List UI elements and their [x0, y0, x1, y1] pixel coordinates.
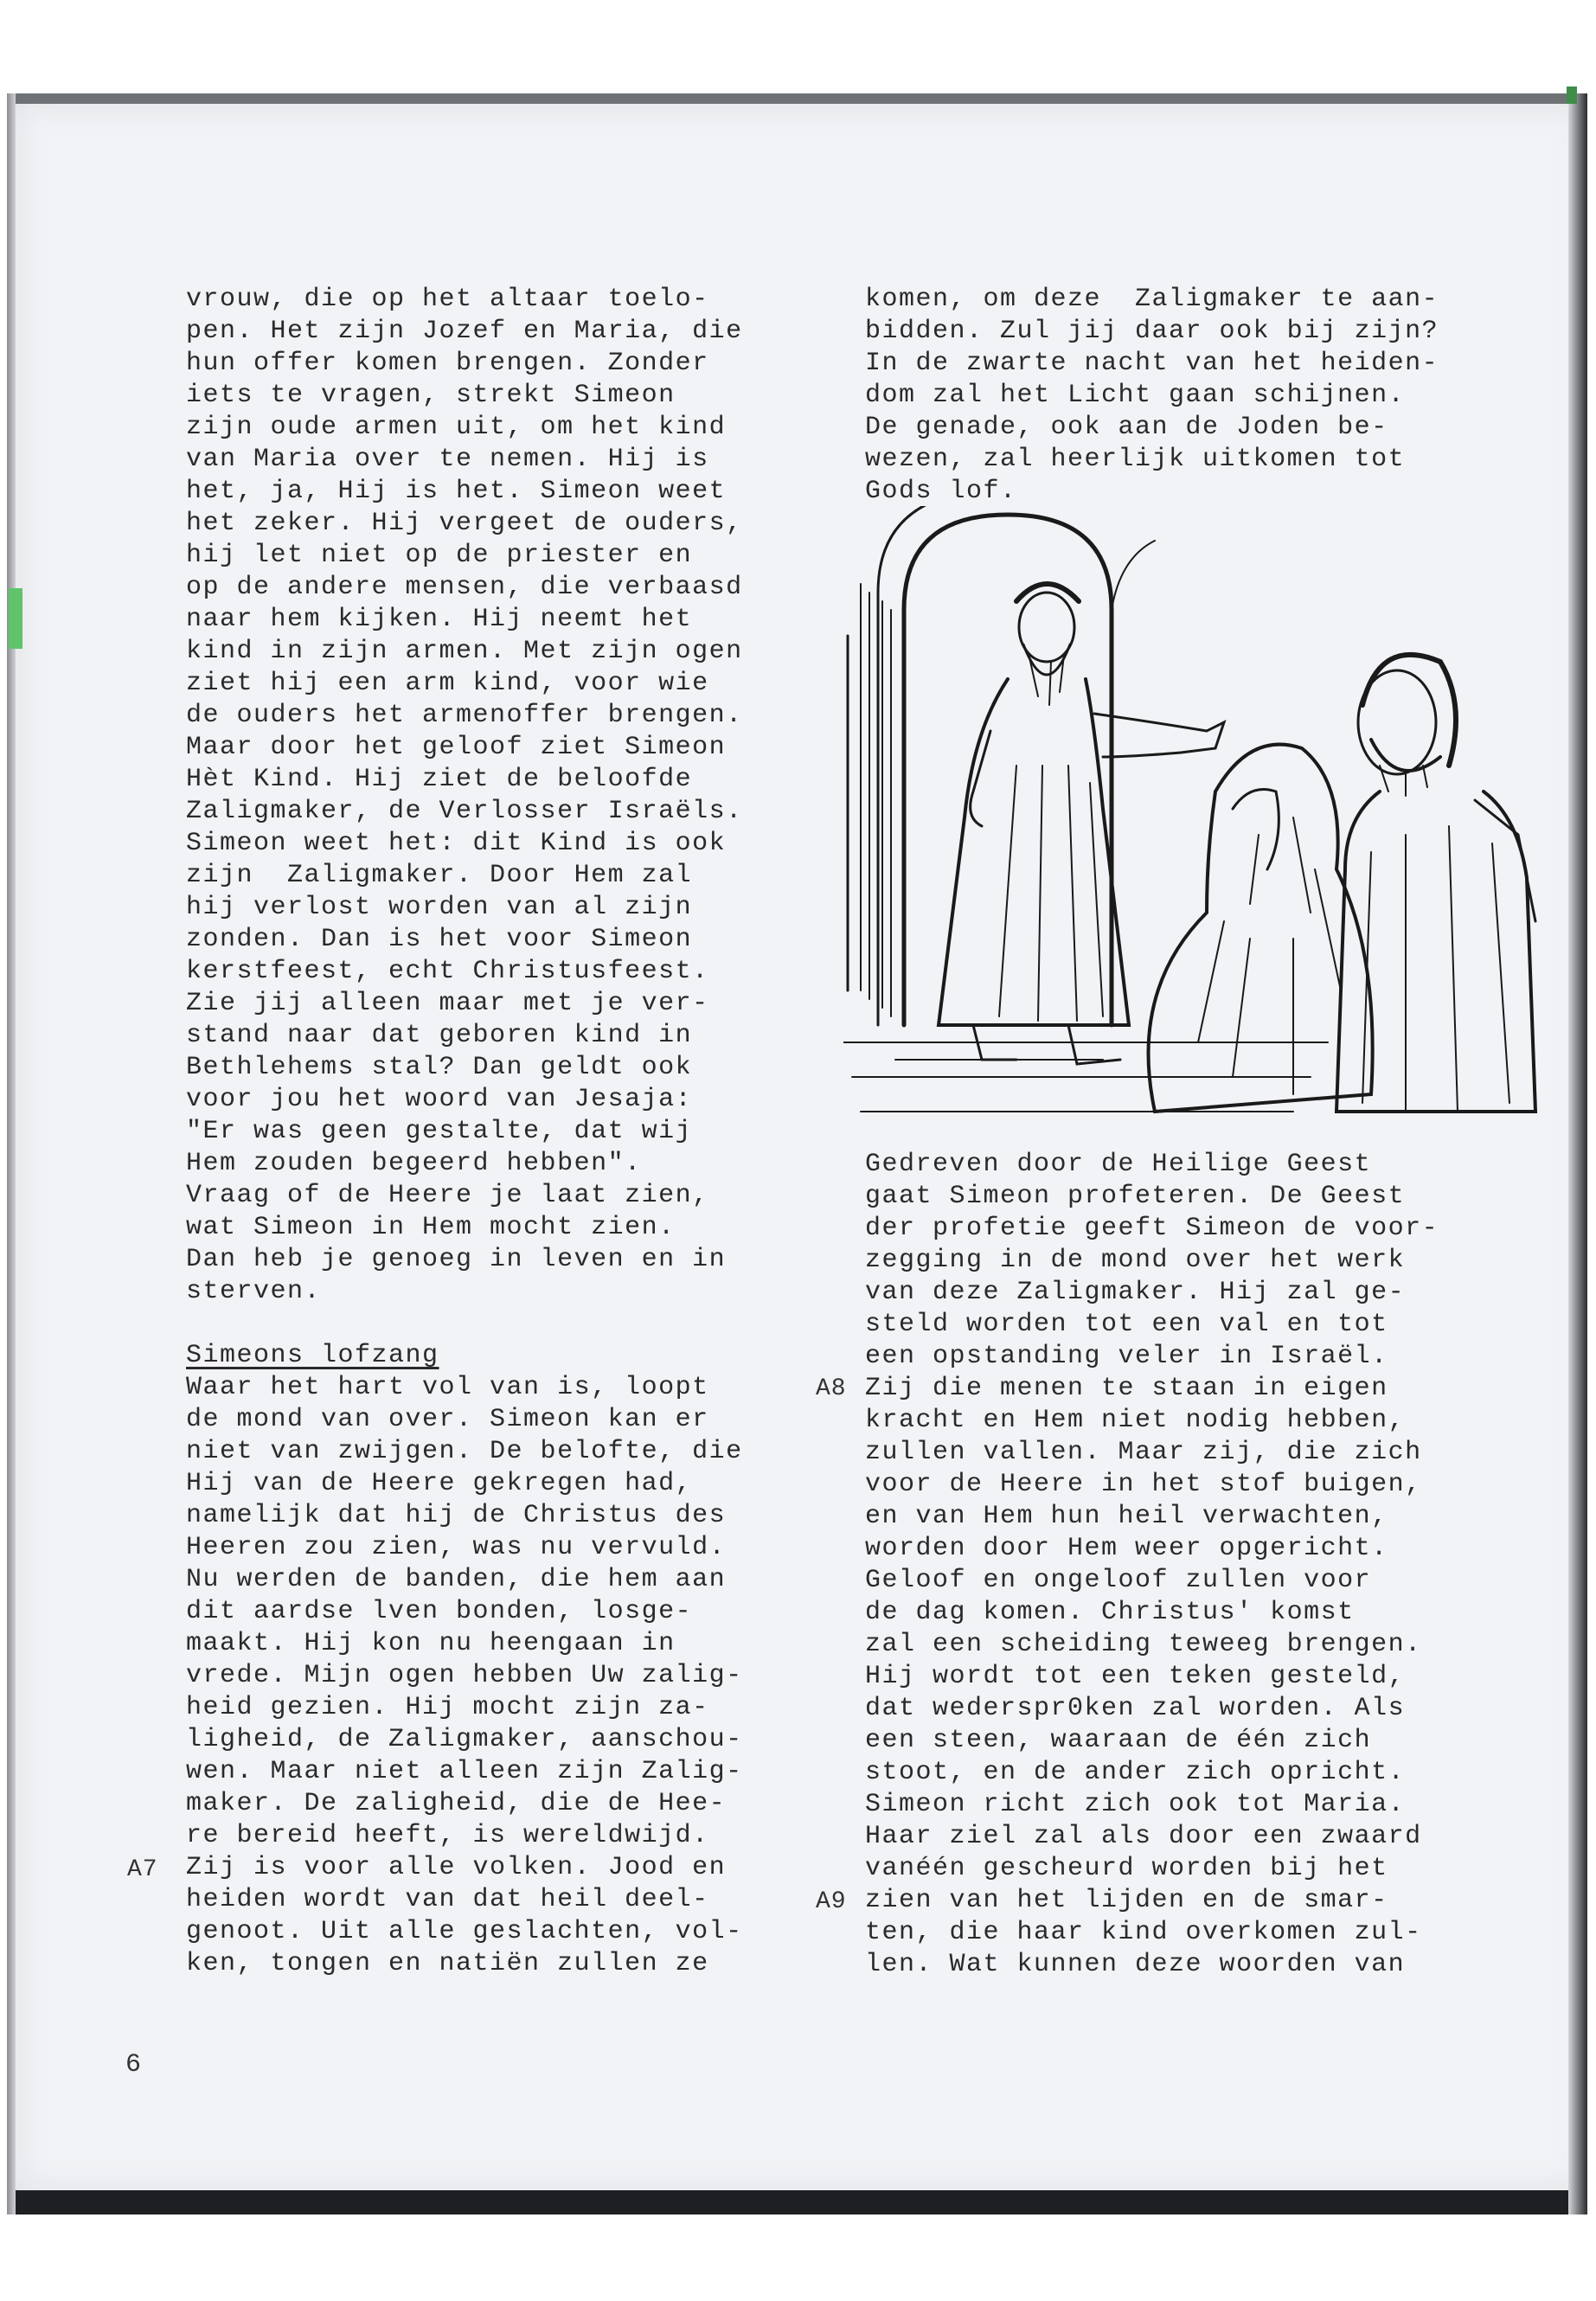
text-line: Hem zouden begeerd hebben". — [186, 1149, 642, 1178]
simeon-temple-illustration — [843, 506, 1553, 1146]
page-edge-right — [1568, 93, 1587, 2214]
text-line: Zij die menen te staan in eigen — [865, 1374, 1388, 1403]
text-line: maker. De zaligheid, die de Hee- — [186, 1789, 727, 1818]
text-line: vrede. Mijn ogen hebben Uw zalig- — [186, 1661, 743, 1690]
right-column-paragraph — [865, 284, 1522, 508]
text-line: zonden. Dan is het voor Simeon — [186, 925, 693, 954]
text-line: ken, tongen en natiën zullen ze — [186, 1949, 709, 1978]
page-number: 6 — [125, 2050, 142, 2080]
text-line: Hèt Kind. Hij ziet de beloofde — [186, 765, 693, 794]
text-line: "Er was geen gestalte, dat wij — [186, 1117, 693, 1146]
text-line: van deze Zaligmaker. Hij zal ge- — [865, 1278, 1406, 1307]
text-line: Dan heb je genoeg in leven en in — [186, 1245, 727, 1274]
text-line: Hij wordt tot een teken gesteld, — [865, 1662, 1406, 1691]
text-line: een steen, waaraan de één zich — [865, 1726, 1372, 1755]
text-line: hun offer komen brengen. Zonder — [186, 349, 709, 378]
text-line: Geloof en ongeloof zullen voor — [865, 1566, 1372, 1595]
text-line: komen, om deze Zaligmaker te aan- — [865, 285, 1439, 314]
text-line: het zeker. Hij vergeet de ouders, — [186, 509, 743, 538]
text-line: dom zal het Licht gaan schijnen. — [865, 381, 1406, 410]
text-line: kerstfeest, echt Christusfeest. — [186, 957, 709, 986]
text-line: hij verlost worden van al zijn — [186, 893, 693, 922]
text-line: vrouw, die op het altaar toelo- — [186, 285, 709, 314]
text-line: steld worden tot een val en tot — [865, 1310, 1388, 1339]
text-line: kind in zijn armen. Met zijn ogen — [186, 637, 743, 666]
text-line: Gedreven door de Heilige Geest — [865, 1150, 1372, 1179]
text-line: worden door Hem weer opgericht. — [865, 1534, 1388, 1563]
text-line: bidden. Zul jij daar ook bij zijn? — [865, 317, 1439, 346]
text-line: de mond van over. Simeon kan er — [186, 1405, 709, 1434]
text-line: re bereid heeft, is wereldwijd. — [186, 1821, 709, 1850]
text-line: stoot, en de ander zich opricht. — [865, 1758, 1406, 1787]
section-heading: Simeons lofzang — [186, 1341, 439, 1370]
text-line: dat wederspr0ken zal worden. Als — [865, 1694, 1406, 1723]
left-column — [186, 284, 843, 1980]
text-line: genoot. Uit alle geslachten, vol- — [186, 1917, 743, 1946]
text-line: niet van zwijgen. De belofte, die — [186, 1437, 743, 1466]
text-line: Vraag of de Heere je laat zien, — [186, 1181, 709, 1210]
margin-marker-a8: A8 — [816, 1375, 847, 1402]
text-line: wen. Maar niet alleen zijn Zalig- — [186, 1757, 743, 1786]
text-line: Bethlehems stal? Dan geldt ook — [186, 1053, 693, 1082]
color-calibration-mark-top — [1567, 87, 1577, 104]
right-column-bottom — [865, 1149, 1522, 1981]
text-line: ziet hij een arm kind, voor wie — [186, 669, 709, 698]
left-column-paragraph — [186, 284, 843, 1308]
text-line: zullen vallen. Maar zij, die zich — [865, 1438, 1422, 1467]
text-line: Zij is voor alle volken. Jood en — [186, 1853, 727, 1882]
text-line: ten, die haar kind overkomen zul- — [865, 1918, 1422, 1947]
text-line: Zie jij alleen maar met je ver- — [186, 989, 709, 1018]
text-line: Maar door het geloof ziet Simeon — [186, 733, 727, 762]
text-line: De genade, ook aan de Joden be- — [865, 413, 1388, 442]
text-line: hij let niet op de priester en — [186, 541, 693, 570]
text-line: Simeon richt zich ook tot Maria. — [865, 1790, 1406, 1819]
text-line: wezen, zal heerlijk uitkomen tot — [865, 445, 1406, 474]
right-column-paragraph-2 — [865, 1149, 1522, 1981]
text-line: zal een scheiding teweeg brengen. — [865, 1630, 1422, 1659]
text-line: sterven. — [186, 1277, 322, 1306]
text-line: iets te vragen, strekt Simeon — [186, 381, 676, 410]
text-line: naar hem kijken. Hij neemt het — [186, 605, 693, 634]
text-line: ligheid, de Zaligmaker, aanschou- — [186, 1725, 743, 1754]
text-line: zien van het lijden en de smar- — [865, 1886, 1388, 1915]
margin-marker-a7: A7 — [127, 1856, 158, 1883]
text-line: zegging in de mond over het werk — [865, 1246, 1406, 1275]
text-line: Haar ziel zal als door een zwaard — [865, 1822, 1422, 1851]
text-line: en van Hem hun heil verwachten, — [865, 1502, 1388, 1531]
text-line: dit aardse lven bonden, losge- — [186, 1597, 693, 1626]
text-line: maakt. Hij kon nu heengaan in — [186, 1629, 676, 1658]
text-line: pen. Het zijn Jozef en Maria, die — [186, 317, 743, 346]
text-line: kracht en Hem niet nodig hebben, — [865, 1406, 1406, 1435]
text-line: Hij van de Heere gekregen had, — [186, 1469, 693, 1498]
text-line: Zaligmaker, de Verlosser Israëls. — [186, 797, 743, 826]
text-line: namelijk dat hij de Christus des — [186, 1501, 727, 1530]
text-line: zijn Zaligmaker. Door Hem zal — [186, 861, 693, 890]
text-line: voor jou het woord van Jesaja: — [186, 1085, 693, 1114]
text-line: heid gezien. Hij mocht zijn za- — [186, 1693, 709, 1722]
color-calibration-mark — [9, 588, 22, 649]
text-line: een opstanding veler in Israël. — [865, 1342, 1388, 1371]
text-line: vanéén gescheurd worden bij het — [865, 1854, 1388, 1883]
text-line: len. Wat kunnen deze woorden van — [865, 1950, 1406, 1979]
text-line: het, ja, Hij is het. Simeon weet — [186, 477, 727, 506]
text-line: stand naar dat geboren kind in — [186, 1021, 693, 1050]
text-line: wat Simeon in Hem mocht zien. — [186, 1213, 676, 1242]
text-line: zijn oude armen uit, om het kind — [186, 413, 727, 442]
text-line: Nu werden de banden, die hem aan — [186, 1565, 727, 1594]
left-column-paragraph-2 — [186, 1372, 843, 1980]
margin-marker-a9: A9 — [816, 1888, 847, 1915]
text-line: Heeren zou zien, was nu vervuld. — [186, 1533, 727, 1562]
text-line: voor de Heere in het stof buigen, — [865, 1470, 1422, 1499]
text-line: In de zwarte nacht van het heiden- — [865, 349, 1439, 378]
text-line: Gods lof. — [865, 477, 1017, 506]
text-line: de ouders het armenoffer brengen. — [186, 701, 743, 730]
text-line: gaat Simeon profeteren. De Geest — [865, 1182, 1406, 1211]
text-line: heiden wordt van dat heil deel- — [186, 1885, 709, 1914]
text-line: op de andere mensen, die verbaasd — [186, 573, 743, 602]
text-line: der profetie geeft Simeon de voor- — [865, 1214, 1439, 1243]
text-line: Simeon weet het: dit Kind is ook — [186, 829, 727, 858]
text-line: van Maria over te nemen. Hij is — [186, 445, 709, 474]
right-column-top — [865, 284, 1522, 508]
text-line: Waar het hart vol van is, loopt — [186, 1373, 709, 1402]
text-line: de dag komen. Christus' komst — [865, 1598, 1355, 1627]
